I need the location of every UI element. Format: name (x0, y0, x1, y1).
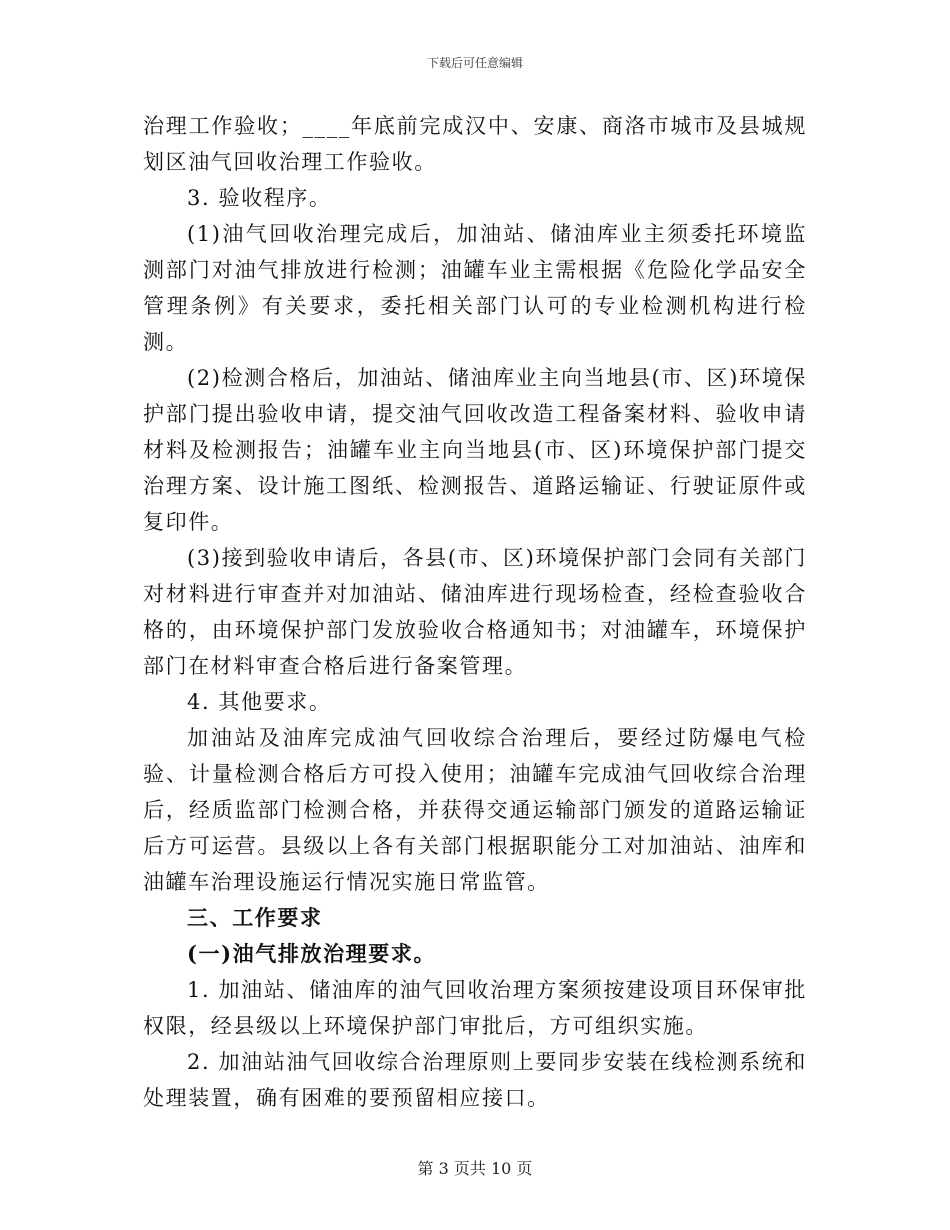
paragraph-10: 1. 加油站、储油库的油气回收治理方案须按建设项目环保审批权限，经县级以上环境保护部门审批后，方可组织实施。 (143, 978, 807, 1038)
section-heading: 三、工作要求 (187, 905, 323, 930)
paragraph-7: 加油站及油库完成油气回收综合治理后，要经过防爆电气检验、计量检测合格后方可投入使用；油罐车完成油气回收综合治理后，经质监部门检测合格，并获得交通运输部门颁发的道路运输证后方可运营。县级以上各有关部门根据职能分工对加油站、油库和油罐车治理设施运行情况实施日常监管。 (143, 726, 807, 894)
paragraph-3: (1)油气回收治理完成后，加油站、储油库业主须委托环境监测部门对油气排放进行检测；油罐车业主需根据《危险化学品安全管理条例》有关要求，委托相关部门认可的专业检测机构进行检测。 (143, 222, 807, 354)
paragraph-5: (3)接到验收申请后，各县(市、区)环境保护部门会同有关部门对材料进行审查并对加油站、储油库进行现场检查，经检查验收合格的，由环境保护部门发放验收合格通知书；对油罐车，环境保护部门在材料审查合格后进行备案管理。 (143, 546, 807, 678)
page-number: 第 3 页共 10 页 (417, 1159, 533, 1178)
page-header-note: 下载后可任意编辑 (426, 56, 523, 70)
paragraph-6: 4. 其他要求。 (187, 690, 332, 714)
document-body (143, 108, 807, 1116)
subsection-heading: (一)油气排放治理要求。 (187, 941, 437, 966)
paragraph-11: 2. 加油站油气回收综合治理原则上要同步安装在线检测系统和处理装置，确有困难的要预留相应接口。 (143, 1050, 807, 1110)
paragraph-1: 治理工作验收；____年底前完成汉中、安康、商洛市城市及县城规划区油气回收治理工作验收。 (143, 114, 807, 174)
paragraph-4: (2)检测合格后，加油站、储油库业主向当地县(市、区)环境保护部门提出验收申请，提交油气回收改造工程备案材料、验收申请材料及检测报告；油罐车业主向当地县(市、区)环境保护部门提交治理方案、设计施工图纸、检测报告、道路运输证、行驶证原件或复印件。 (143, 366, 807, 534)
paragraph-2: 3. 验收程序。 (187, 186, 332, 210)
